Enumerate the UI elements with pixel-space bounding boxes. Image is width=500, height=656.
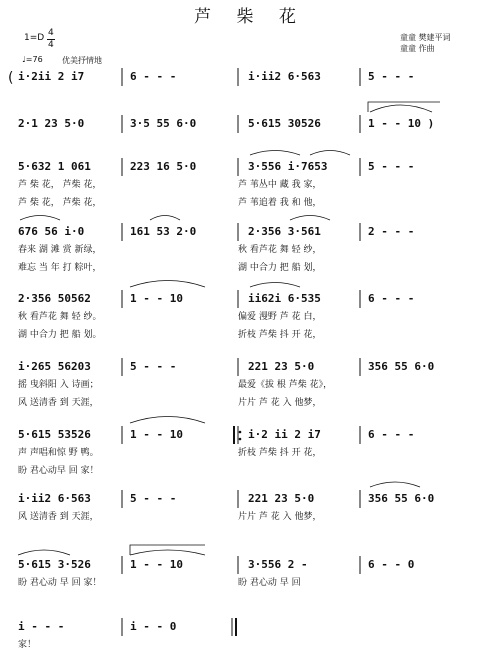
lyric-line: 芦 柴 花， 芦柴 花， <box>18 180 102 190</box>
measure-notes: 6 - - 0 <box>368 558 415 571</box>
lyric-line: 芦 苇追着 我 和 他， <box>238 198 322 208</box>
slur-mark <box>130 550 205 555</box>
measure-notes: 2 - - - <box>368 225 415 238</box>
key-signature: 1=D <box>24 33 45 43</box>
measure-notes: ii62i 6·535 <box>248 292 321 305</box>
intro-open-paren: ( <box>8 70 14 86</box>
lyric-line: 家！ <box>18 640 37 650</box>
lyric-line: 风 送清香 到 天涯， <box>18 398 99 408</box>
time-signature-top: 4 <box>48 28 54 38</box>
lyric-line: 湖 中合力 把 船 划。 <box>18 330 102 340</box>
lyric-line: 春来 湖 滩 赏 新绿， <box>18 245 102 255</box>
lyric-line: 秋 看芦花 舞 轻 纱。 <box>18 312 102 322</box>
lyric-line: 风 送清香 到 天涯， <box>18 512 99 522</box>
measure-notes: 1 - - 10 <box>130 428 183 441</box>
lyric-line: 片片 芦 花 入 他梦， <box>238 512 322 522</box>
measure-notes: 5 - - - <box>130 360 177 373</box>
lyric-line: 摇 曳斜阳 入 诗画； <box>18 380 99 390</box>
measure-notes: 161 53 2·0 <box>130 225 197 238</box>
measure-notes: i·ii2 6·563 <box>18 492 91 505</box>
measure-notes: 5·615 53526 <box>18 428 91 441</box>
lyric-line: 湖 中合力 把 船 划， <box>238 263 322 273</box>
measure-notes: i·2 ii 2 i7 <box>248 428 321 441</box>
composer-credit: 童童 作曲 <box>400 44 435 53</box>
expression-mark: 优美抒情地 <box>62 56 102 65</box>
lyric-line: 片片 芦 花 入 他梦， <box>238 398 322 408</box>
slur-mark <box>370 482 420 487</box>
measure-notes: 676 56 i·0 <box>18 225 85 238</box>
measure-notes: 223 16 5·0 <box>130 160 197 173</box>
repeat-dot-lower <box>239 438 242 441</box>
slur-mark <box>150 216 180 221</box>
slur-mark <box>130 417 205 424</box>
lyric-line: 声 声唱和惊 野 鸭。 <box>18 448 99 458</box>
measure-notes: 2·356 3·561 <box>248 225 321 238</box>
lyric-line: 芦 柴 花， 芦柴 花， <box>18 198 102 208</box>
lyric-line: 芦 苇丛中 藏 我 家， <box>238 180 322 190</box>
measure-notes: 2·1 23 5·0 <box>18 117 85 130</box>
lyricist-credit: 童童 樊建平词 <box>400 33 451 42</box>
slur-mark <box>250 151 300 156</box>
measure-notes: i·265 56203 <box>18 360 91 373</box>
song-title: 芦 柴 花 <box>194 7 306 27</box>
lyric-line: 最爱《拔 根 芦柴 花》， <box>238 380 333 390</box>
slur-mark <box>310 151 350 156</box>
slur-mark <box>18 550 70 555</box>
measure-notes: i - - 0 <box>130 620 177 633</box>
repeat-dot-upper <box>239 431 242 434</box>
lyric-line: 折枝 芦柴 抖 开 花， <box>238 448 322 458</box>
measure-notes: 5 - - - <box>368 160 415 173</box>
measure-notes: 5·632 1 061 <box>18 160 91 173</box>
lyric-line: 盼 君心动 早 回 家！ <box>18 578 102 588</box>
slur-mark <box>130 281 205 288</box>
measure-notes: 221 23 5·0 <box>248 360 315 373</box>
slur-mark <box>370 105 432 112</box>
measure-notes: i - - - <box>18 620 65 633</box>
measure-notes: 356 55 6·0 <box>368 492 435 505</box>
lyric-line: 盼 君心动早 回 家！ <box>18 466 99 476</box>
measure-notes: 5·615 30526 <box>248 117 321 130</box>
time-signature-bottom: 4 <box>48 40 54 50</box>
measure-notes: 2·356 50562 <box>18 292 91 305</box>
slur-mark <box>250 283 300 288</box>
slur-mark <box>20 216 60 221</box>
measure-notes: i·2ii 2 i7 <box>18 70 85 83</box>
measure-notes: 1 - - 10 <box>130 558 183 571</box>
measure-notes: 1 - - 10 <box>130 292 183 305</box>
measure-notes: 6 - - - <box>368 428 415 441</box>
measure-notes: i·ii2 6·563 <box>248 70 321 83</box>
tempo-mark: ♩=76 <box>22 55 43 64</box>
measure-notes: 6 - - - <box>130 70 177 83</box>
measure-notes: 356 55 6·0 <box>368 360 435 373</box>
measure-notes: 6 - - - <box>368 292 415 305</box>
measure-notes: 3·5 55 6·0 <box>130 117 197 130</box>
measure-notes: 1 - - 10 ) <box>368 117 435 130</box>
lyric-line: 偏爱 漫野 芦 花 白， <box>238 312 322 322</box>
measure-notes: 5·615 3·526 <box>18 558 91 571</box>
measure-notes: 3·556 2 - <box>248 558 308 571</box>
lyric-line: 秋 看芦花 舞 轻 纱， <box>238 245 322 255</box>
measure-notes: 5 - - - <box>368 70 415 83</box>
slur-mark <box>290 216 330 221</box>
lyric-line: 难忘 当 年 打 粽叶， <box>18 263 102 273</box>
lyric-line: 折枝 芦柴 抖 开 花， <box>238 330 322 340</box>
lyric-line: 盼 君心动 早 回 <box>238 578 301 588</box>
measure-notes: 5 - - - <box>130 492 177 505</box>
measure-notes: 3·556 i·7653 <box>248 160 328 173</box>
measure-notes: 221 23 5·0 <box>248 492 315 505</box>
